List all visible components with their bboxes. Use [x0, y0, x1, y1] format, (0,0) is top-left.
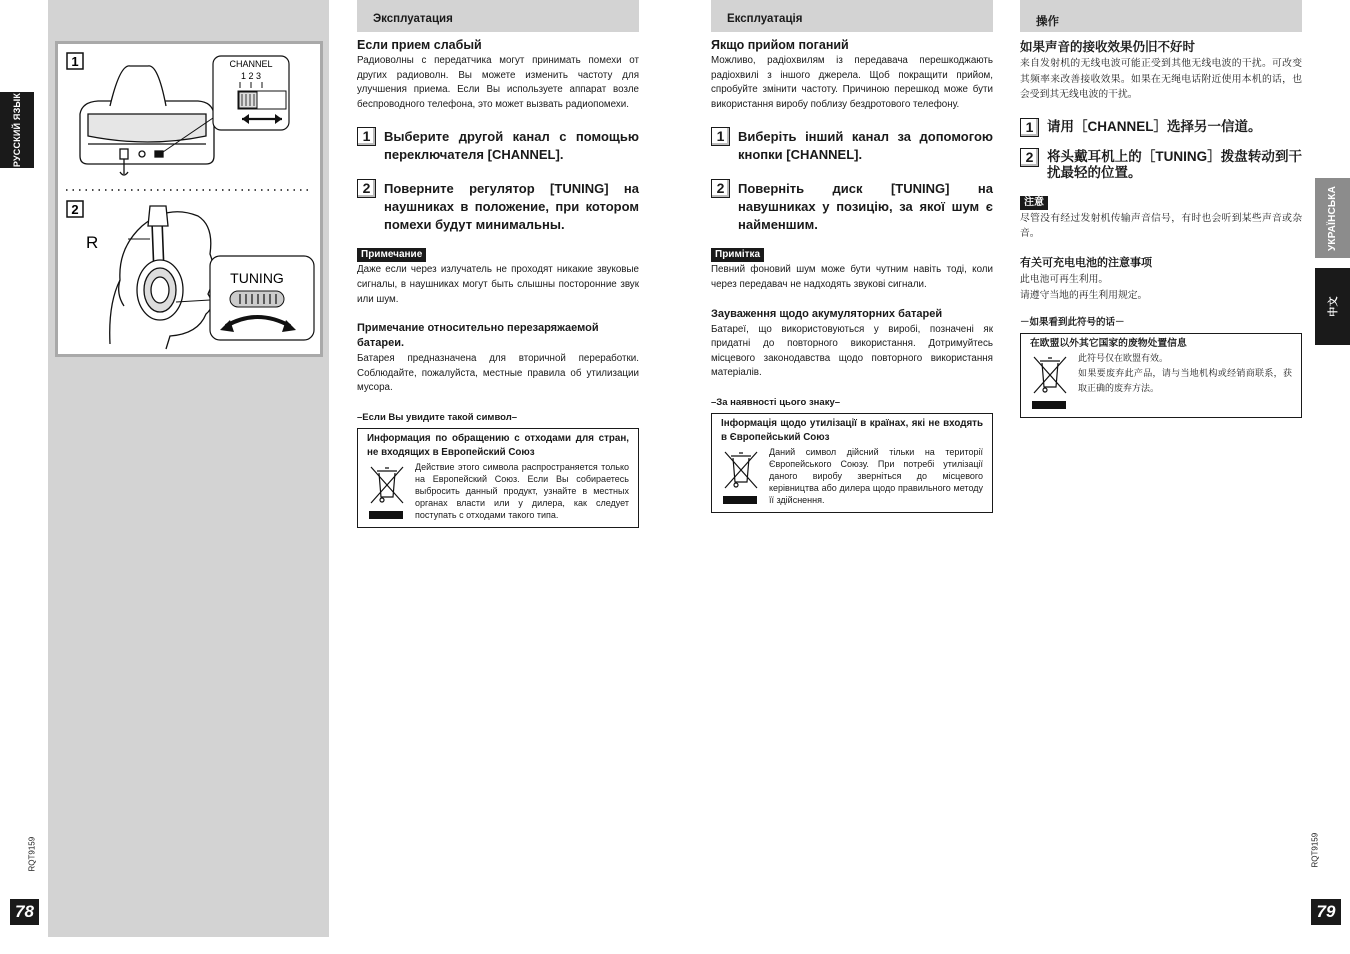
- intro-text: Радиоволны с передатчика могут принимать помехи от других радиоволн. Вы можете изменить частоту для улучшения приема. Если Вы используете аппарат возле беспроводного телефона, это может вызвать радиопомехи.: [357, 55, 639, 110]
- crossed-bin-icon: [367, 461, 415, 523]
- figure-step2-label: 2: [71, 202, 79, 217]
- section-title: 如果声音的接收效果仍旧不好时: [1020, 40, 1196, 54]
- crossed-bin-icon: [1030, 351, 1078, 413]
- disposal-info-title: Інформація щодо утилізації в країнах, які не входять в Європейський Союз: [721, 417, 983, 444]
- step-2-text: 将头戴耳机上的［TUNING］拨盘转动到干扰最轻的位置。: [1047, 148, 1302, 180]
- crossed-bin-icon: [721, 446, 769, 508]
- transmitter-drawing: [80, 66, 214, 175]
- note-text: 尽管没有经过发射机传输声音信号，有时也会听到某些声音或杂音。: [1020, 212, 1302, 239]
- step-1-number: 1: [711, 127, 730, 146]
- page-number-left: 78: [10, 899, 39, 925]
- step-2: [357, 180, 639, 234]
- step-1: [357, 128, 639, 164]
- channel-label: CHANNEL: [229, 59, 273, 69]
- step-1-text: 请用［CHANNEL］选择另一信道。: [1047, 118, 1262, 134]
- disposal-info-text: Действие этого символа распространяется только на Европейский Союз. Если Вы собираетесь выбросить данный продукт, узнайте в местных органах власти или у дилера, как следует поступать с отходами такого типа.: [415, 461, 629, 520]
- step-1: [1020, 119, 1302, 137]
- note-label: Примечание: [357, 248, 426, 262]
- disposal-info-box: [357, 428, 639, 528]
- section-header: Эксплуатация: [357, 0, 639, 32]
- step-2: [711, 180, 993, 234]
- section-title: Якщо прийом поганий: [711, 38, 849, 52]
- battery-text: Батарея предназначена для вторичной переработки. Соблюдайте, пожалуйста, местные правила об утилизации мусора.: [357, 353, 639, 394]
- disposal-info-text-1: 此符号仅在欧盟有效。: [1078, 353, 1169, 363]
- intro-text: 来自发射机的无线电波可能正受到其他无线电波的干扰。可改变其频率来改善接收效果。如果在无绳电话附近使用本机的话，也会受到其无线电波的干扰。: [1020, 58, 1302, 100]
- section-header: Експлуатація: [711, 0, 993, 32]
- note-label: 注意: [1020, 196, 1048, 210]
- note-text: Даже если через излучатель не проходят никакие звуковые сигналы, в наушниках могут быть слышны посторонние звук или шум.: [357, 264, 639, 305]
- battery-title: 有关可充电电池的注意事项: [1020, 256, 1152, 269]
- disposal-info-text: Даний символ дійсний тільки на території Європейського Союзу. При потребі утилізації даного виробу зверніться до місцевого керівництва або дилера щодо правильного методу її здійснення.: [769, 446, 983, 505]
- column-russian: [357, 0, 639, 528]
- note-label: Примітка: [711, 248, 764, 262]
- disposal-info-box: [1020, 333, 1302, 419]
- step-1-number: 1: [1020, 118, 1039, 137]
- battery-text: Батареї, що використовуються у виробі, позначені як придатні до повторного використання. Дотримуйтесь місцевого законодавства щодо повторного використання матеріалів.: [711, 323, 993, 379]
- column-chinese: [1020, 0, 1302, 418]
- battery-title: Примечание относительно перезаряжаемой батареи.: [357, 322, 599, 350]
- disposal-info-box: [711, 413, 993, 513]
- symbol-heading: –Если Вы увидите такой символ–: [357, 411, 518, 423]
- battery-text-1: 此电池可再生利用。: [1020, 273, 1109, 285]
- disposal-info-text-2: 如果要废弃此产品，请与当地机构或经销商联系，获取正确的废弃方法。: [1078, 368, 1292, 393]
- step-2: [1020, 149, 1302, 182]
- battery-text-2: 请遵守当地的再生利用规定。: [1020, 290, 1148, 301]
- document-code-right: RQT9159: [1310, 832, 1320, 868]
- column-ukrainian: [711, 0, 993, 513]
- disposal-info-title: 在欧盟以外其它国家的废物处置信息: [1030, 337, 1187, 349]
- side-tab-chinese: 中文: [1315, 268, 1350, 345]
- illustration: [58, 44, 320, 354]
- step-2-number: 2: [357, 179, 376, 198]
- symbol-heading: －如果看到此符号的话－: [1020, 316, 1125, 328]
- step-1-number: 1: [357, 127, 376, 146]
- battery-title: Зауваження щодо акумуляторних батарей: [711, 307, 943, 320]
- disposal-info-title: Информация по обращению с отходами для стран, не входящих в Европейский Союз: [367, 432, 629, 459]
- step-1-text: Виберіть інший канал за допомогою кнопки [CHANNEL].: [738, 129, 993, 163]
- page-number-right: 79: [1311, 899, 1341, 925]
- r-label: R: [86, 233, 99, 252]
- step-1-text: Выберите другой канал с помощью переключателя [CHANNEL].: [384, 129, 639, 163]
- symbol-heading: –За наявності цього знаку–: [711, 396, 841, 408]
- head-with-headphones-drawing: [110, 206, 214, 349]
- step-2-number: 2: [1020, 148, 1039, 167]
- step-2-text: Поверните регулятор [TUNING] на наушниках в положение, при котором помехи будут минимальны.: [384, 181, 639, 233]
- step-2-text: Поверніть диск [TUNING] на навушниках у позицію, за якої шум є найменшим.: [738, 181, 993, 233]
- illustration-box: [55, 41, 323, 357]
- section-title: Если прием слабый: [357, 38, 482, 52]
- figure-step1-label: 1: [71, 54, 79, 69]
- channel-positions: 1 2 3: [240, 71, 262, 81]
- side-tab-russian: РУССКИЙ ЯЗЫК: [0, 92, 34, 168]
- note-text: Певний фоновий шум може бути чутним навіть тоді, коли через передавач не надходять звукові сигнали.: [711, 264, 993, 290]
- step-2-number: 2: [711, 179, 730, 198]
- tuning-label: TUNING: [230, 270, 284, 286]
- side-tab-ukrainian: УКРАЇНСЬКА: [1315, 178, 1350, 258]
- section-header: 操作: [1020, 0, 1302, 32]
- document-code-left: RQT9159: [27, 836, 37, 872]
- intro-text: Можливо, радіохвилям із передавача перешкоджають радіохвилі з іншого джерела. Щоб покращити прийом, спробуйте змінити частоту. Причиною перешкод може бути використання виробу поблизу бездротового телефону.: [711, 55, 993, 110]
- step-1: [711, 128, 993, 164]
